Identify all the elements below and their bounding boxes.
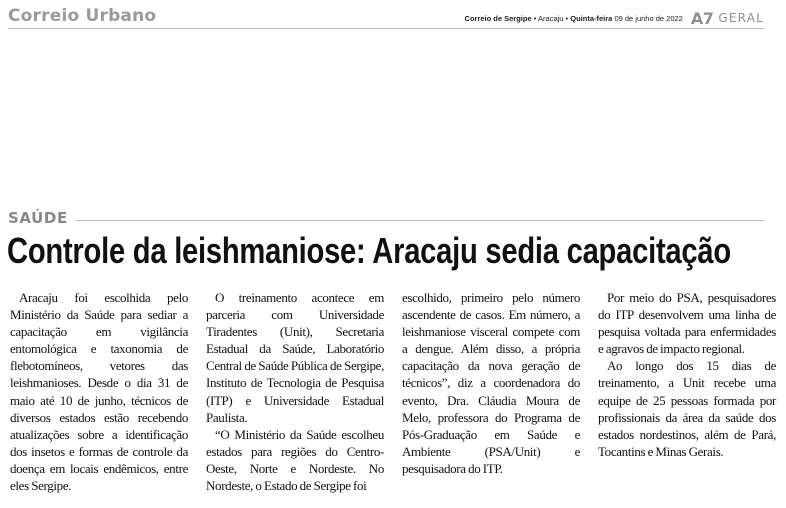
masthead [8, 8, 764, 29]
page-info-strip [465, 8, 764, 28]
paragraph: Aracaju foi escolhida pelo Ministério da Saúde para sediar a capacitação em vigilância entomológica e taxonomia de flebotomíneos, vetores das leishmanioses. Desde o dia 31 de maio até 10 de junho, técnicos de diversos estados estão recebendo atualizações sobre a identificação dos insetos e formas de controle da doença em locais endêmicos, entre eles Sergipe. [10, 290, 188, 494]
page-number: A7 [690, 8, 714, 28]
article-headline: Controle da leishmaniose: Aracaju sedia capacitação [7, 230, 731, 271]
publication-date: 09 de junho de 2022 [612, 13, 683, 23]
paragraph: escolhido, primeiro pelo número ascendente de casos. Em número, a leishmaniose visceral compete com a dengue. Além disso, a própria capacitação da nova geração de técnicos”, diz a coordenadora do evento, Dra. Cláudia Moura de Melo, professora do Programa de Pós-Graduação em Saúde e Ambiente (PSA/Unit) e pesquisadora do ITP. [402, 290, 580, 476]
article-column-3 [402, 289, 580, 477]
article-column-4 [598, 289, 776, 460]
section-name: GERAL [718, 11, 764, 25]
publication-name: Correio de Sergipe [464, 13, 532, 23]
paragraph: Ao longo dos 15 dias de treinamento, a Unit recebe uma equipe de 25 pessoas formada por profissionais da área da saúde dos estados nordestinos, além de Pará, Tocantins e Minas Gerais. [598, 358, 776, 459]
publication-meta [465, 14, 683, 23]
paragraph: “O Ministério da Saúde escolheu estados para regiões do Centro-Oeste, Norte e Nordeste. No Nordeste, o Estado de Sergipe foi [206, 426, 384, 494]
paragraph: Por meio do PSA, pesquisadores do ITP desenvolvem uma linha de pesquisa voltada para enfermidades e agravos de impacto regional. [598, 290, 776, 357]
article-body [10, 289, 780, 494]
kicker-divider [76, 220, 764, 221]
publication-city: • Aracaju • [531, 13, 571, 23]
article-column-1 [10, 289, 188, 494]
publication-weekday: Quinta-feira [570, 13, 613, 23]
newspaper-section-brand: Correio Urbano [8, 6, 157, 26]
paragraph: O treinamento acontece em parceria com Universidade Tiradentes (Unit), Secretaria Estadual da Saúde, Laboratório Central de Saúde Pública de Sergipe, Instituto de Tecnologia de Pesquisa (ITP) e Universidade Estadual Paulista. [206, 290, 384, 425]
article-column-2 [206, 289, 384, 494]
article-kicker: SAÚDE [8, 209, 68, 227]
